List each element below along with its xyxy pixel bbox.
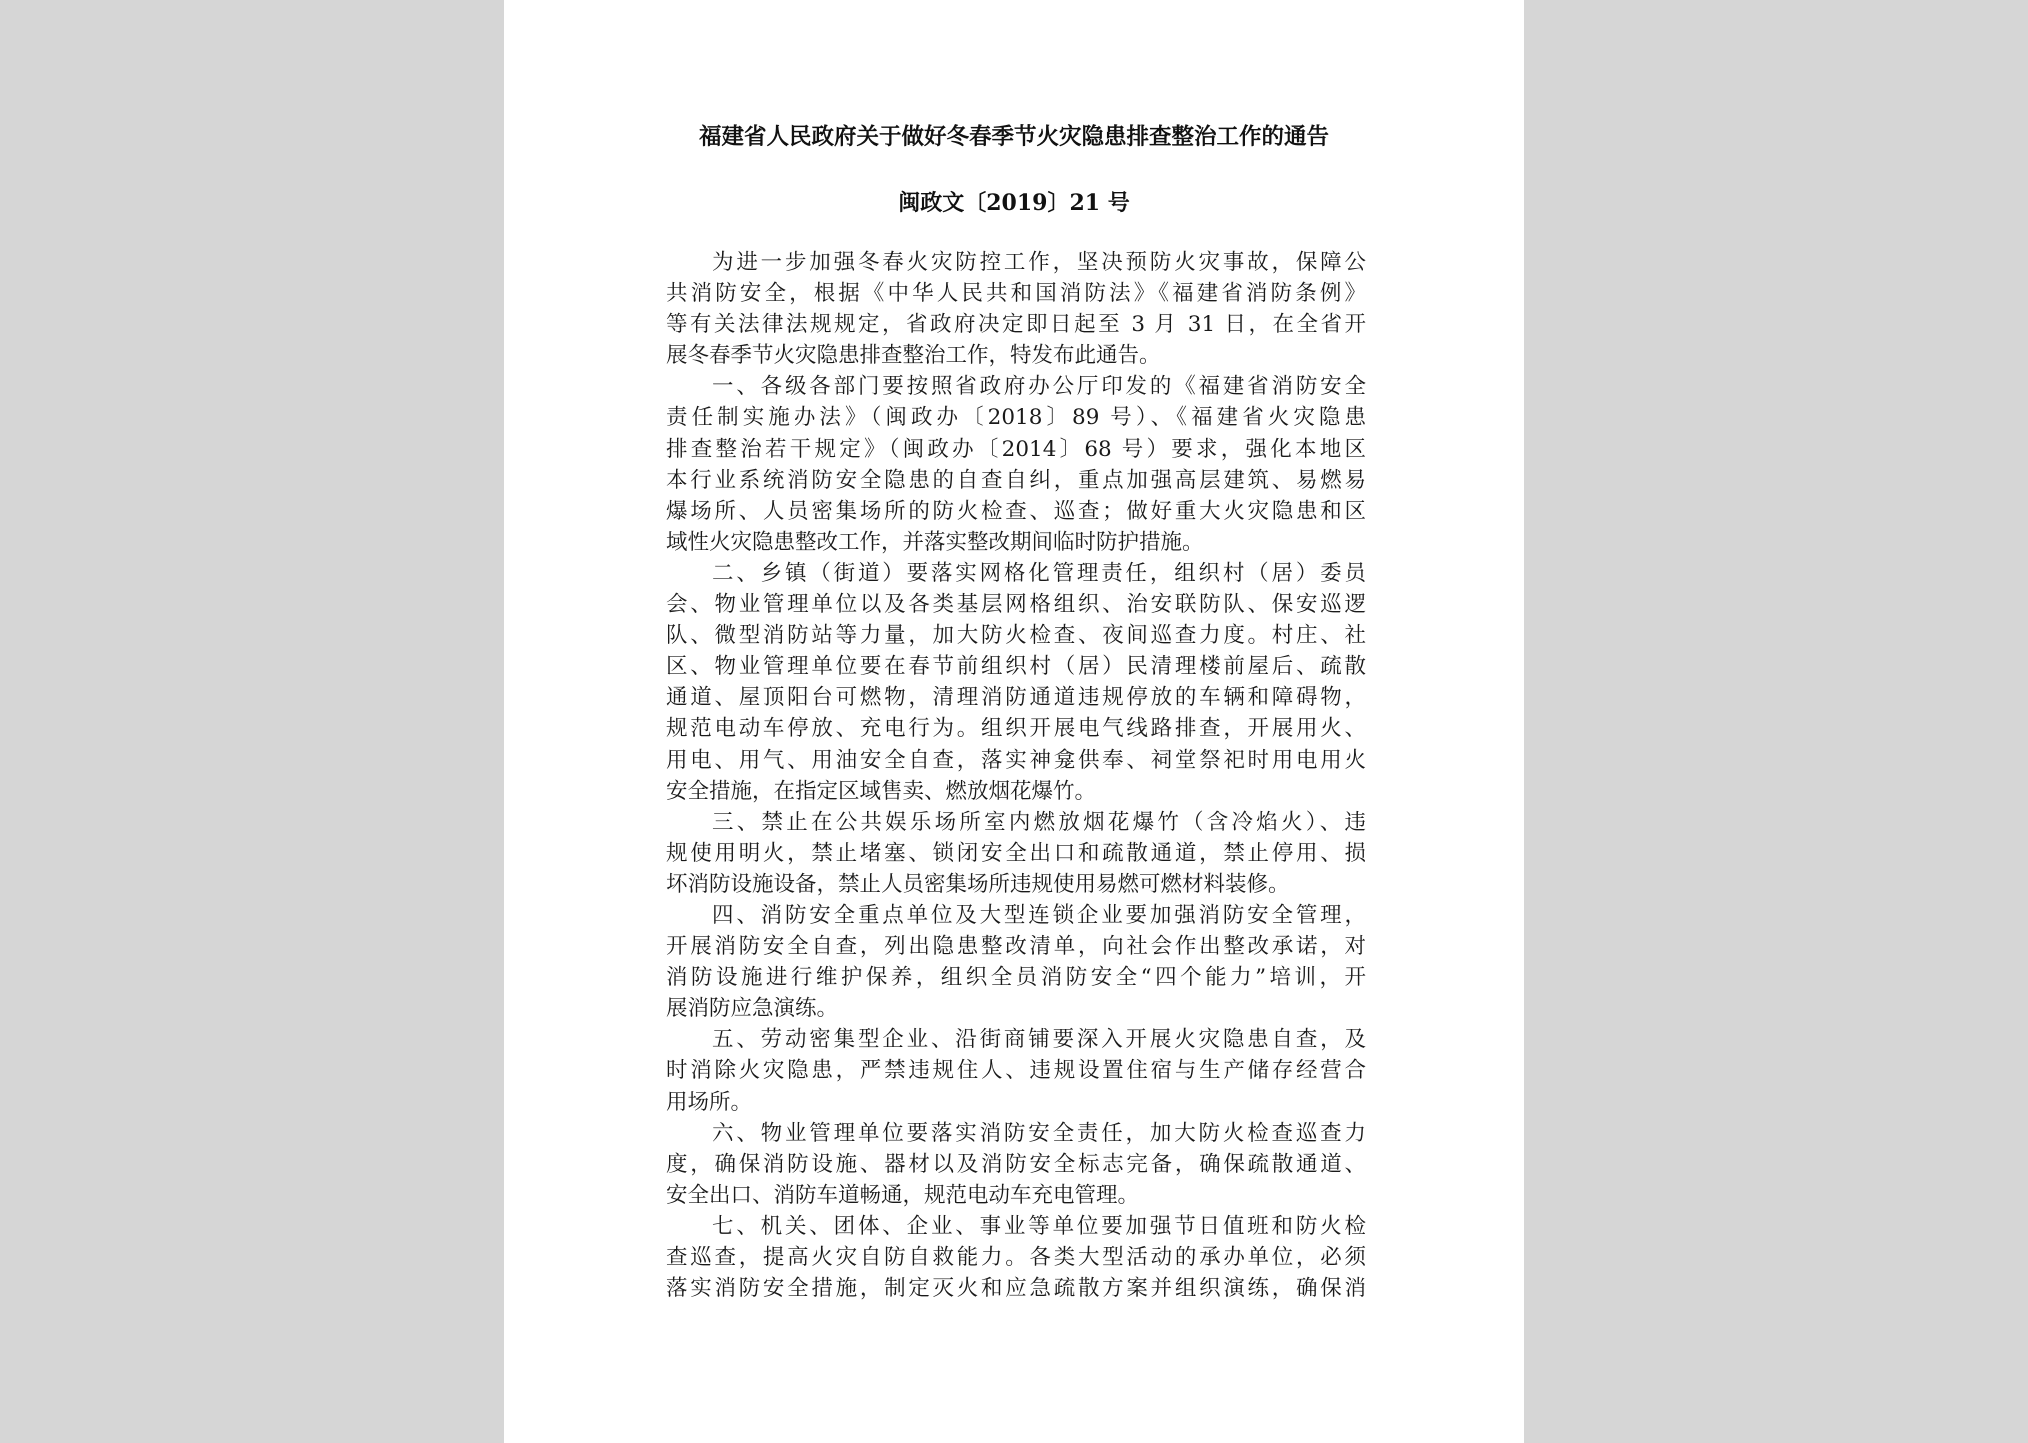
paragraph-line: 责任制实施办法》（闽政办〔2018〕89 号）、《福建省火灾隐患 <box>666 405 1366 431</box>
paragraph-line: 消防设施进行维护保养，组织全员消防安全“四个能力”培训，开 <box>666 965 1366 991</box>
paragraph-line: 用场所。 <box>666 1089 753 1115</box>
paragraph-line: 六、物业管理单位要落实消防安全责任，加大防火检查巡查力 <box>712 1120 1366 1146</box>
paragraph <box>666 807 1366 900</box>
document-number: 闽政文〔2019〕21 号 <box>898 190 1130 216</box>
paragraph-line: 爆场所、人员密集场所的防火检查、巡查；做好重大火灾隐患和区 <box>666 498 1366 524</box>
paragraph-line: 展消防应急演练。 <box>666 996 839 1022</box>
paragraph-line: 共消防安全，根据《中华人民共和国消防法》《福建省消防条例》 <box>666 281 1366 307</box>
paragraph <box>666 1118 1366 1211</box>
paragraph-line: 区、物业管理单位要在春节前组织村（居）民清理楼前屋后、疏散 <box>666 654 1366 680</box>
paragraph-line: 规使用明火，禁止堵塞、锁闭安全出口和疏散通道，禁止停用、损 <box>666 840 1366 866</box>
paragraph-line: 域性火灾隐患整改工作，并落实整改期间临时防护措施。 <box>666 529 1204 555</box>
paragraph-line: 时消除火灾隐患，严禁违规住人、违规设置住宿与生产储存经营合 <box>666 1058 1366 1084</box>
paragraph-line: 二、乡镇（街道）要落实网格化管理责任，组织村（居）委员 <box>712 560 1366 586</box>
paragraph-line: 安全出口、消防车道畅通，规范电动车充电管理。 <box>666 1182 1140 1208</box>
paragraph-line: 等有关法律法规规定，省政府决定即日起至 3 月 31 日，在全省开 <box>666 312 1366 338</box>
document-title: 福建省人民政府关于做好冬春季节火灾隐患排查整治工作的通告 <box>698 124 1329 150</box>
paragraph-line: 开展消防安全自查，列出隐患整改清单，向社会作出整改承诺，对 <box>666 934 1366 960</box>
paragraph <box>666 1211 1366 1304</box>
paragraph-line: 队、微型消防站等力量，加大防火检查、夜间巡查力度。村庄、社 <box>666 623 1366 649</box>
paragraph-line: 安全措施，在指定区域售卖、燃放烟花爆竹。 <box>666 778 1097 804</box>
paragraph <box>666 558 1366 807</box>
document-body <box>666 247 1366 1304</box>
document-page <box>504 0 1524 1443</box>
paragraph <box>666 371 1366 558</box>
paragraph <box>666 247 1366 371</box>
paragraph-line: 查巡查，提高火灾自防自救能力。各类大型活动的承办单位，必须 <box>666 1245 1366 1270</box>
paragraph-line: 为进一步加强冬春火灾防控工作，坚决预防火灾事故，保障公 <box>712 250 1366 275</box>
paragraph-line: 会、物业管理单位以及各类基层网格组织、治安联防队、保安巡逻 <box>666 592 1366 618</box>
paragraph-line: 通道、屋顶阳台可燃物，清理消防通道违规停放的车辆和障碍物， <box>666 685 1366 711</box>
paragraph-line: 落实消防安全措施，制定灭火和应急疏散方案并组织演练，确保消 <box>666 1276 1366 1302</box>
paragraph-line: 用电、用气、用油安全自查，落实神龛供奉、祠堂祭祀时用电用火 <box>666 747 1366 773</box>
paragraph-line: 五、劳动密集型企业、沿街商铺要深入开展火灾隐患自查，及 <box>712 1027 1366 1053</box>
paragraph <box>666 1024 1366 1117</box>
paragraph <box>666 900 1366 1024</box>
paragraph-line: 规范电动车停放、充电行为。组织开展电气线路排查，开展用火、 <box>666 716 1366 742</box>
paragraph-line: 四、消防安全重点单位及大型连锁企业要加强消防安全管理， <box>712 902 1366 928</box>
paragraph-line: 排查整治若干规定》（闽政办〔2014〕68 号）要求，强化本地区 <box>666 436 1366 462</box>
paragraph-line: 坏消防设施设备，禁止人员密集场所违规使用易燃可燃材料装修。 <box>666 871 1290 897</box>
paragraph-line: 三、禁止在公共娱乐场所室内燃放烟花爆竹（含冷焰火）、违 <box>712 809 1366 835</box>
paragraph-line: 一、各级各部门要按照省政府办公厅印发的《福建省消防安全 <box>712 374 1366 400</box>
paragraph-line: 度，确保消防设施、器材以及消防安全标志完备，确保疏散通道、 <box>666 1151 1366 1177</box>
paragraph-line: 七、机关、团体、企业、事业等单位要加强节日值班和防火检 <box>712 1213 1366 1239</box>
paragraph-line: 展冬春季节火灾隐患排查整治工作，特发布此通告。 <box>666 343 1161 369</box>
paragraph-line: 本行业系统消防安全隐患的自查自纠，重点加强高层建筑、易燃易 <box>666 467 1366 493</box>
